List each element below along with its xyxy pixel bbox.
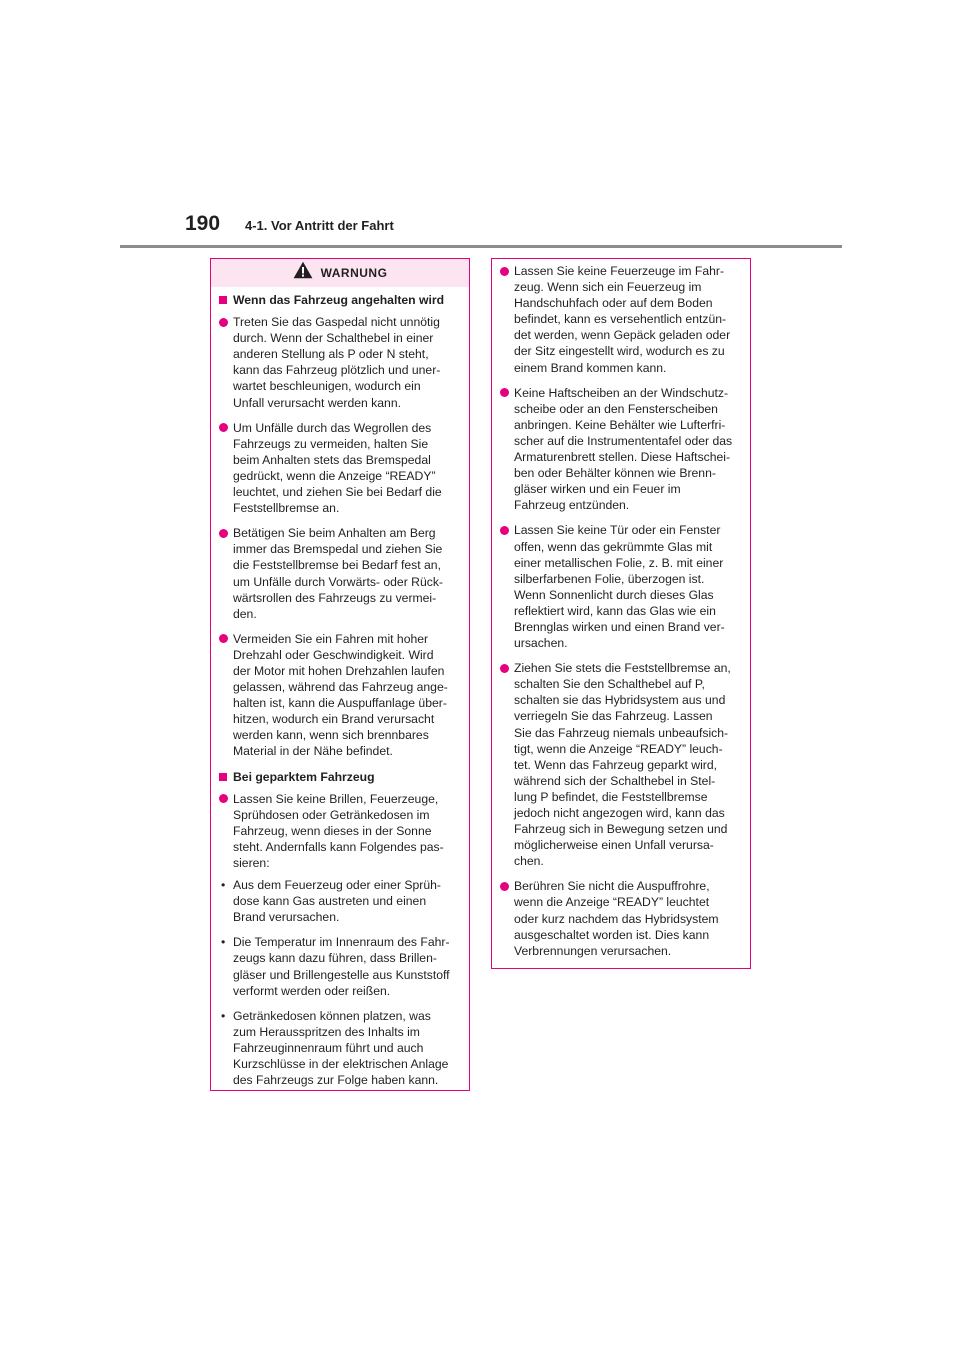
- list-item-text: Vermeiden Sie ein Fahren mit hoher Drehzahl oder Geschwindigkeit. Wird der Motor mit hohen Drehzahlen laufen gelassen, während das Fahrzeug ange- halten ist, kann die Auspuffanlage über- hitzen, wodurch ein Brand verursacht werden kann, wenn sich brennbares Material in der Nähe befindet.: [233, 631, 448, 759]
- sub-list-item-text: Aus dem Feuerzeug oder einer Sprüh- dose kann Gas austreten und einen Brand verursachen.: [233, 878, 441, 925]
- section-heading-stopped: [219, 292, 460, 308]
- sub-list-item-text: Getränkedosen können platzen, was zum Herausspritzen des Inhalts im Fahrzeuginnenraum führt und auch Kurzschlüsse in der elektrischen Anlage des Fahrzeugs zur Folge haben kann.: [233, 1008, 449, 1088]
- warning-body-left: [211, 287, 469, 1088]
- list-item-text: Treten Sie das Gaspedal nicht unnötig durch. Wenn der Schalthebel in einer anderen Stellung als P oder N steht, kann das Fahrzeug plötzlich und uner- wartet beschleunigen, wodurch ein Unfall verursacht werden kann.: [233, 315, 441, 410]
- list-item: [219, 631, 460, 760]
- square-marker-icon: [219, 296, 227, 304]
- round-bullet-icon: [219, 634, 228, 643]
- section-heading-parked: [219, 769, 460, 785]
- round-bullet-icon: [219, 318, 228, 327]
- list-item: [500, 522, 741, 651]
- sub-list-item: [219, 934, 460, 998]
- sub-list-item: [219, 1008, 460, 1088]
- warning-box-right: [491, 258, 751, 969]
- warning-body-right: [492, 259, 750, 959]
- round-bullet-icon: [500, 526, 509, 535]
- sub-bullet: •: [221, 878, 226, 893]
- header-rule: [120, 245, 842, 248]
- sub-list-item-text: Die Temperatur im Innenraum des Fahr- zeugs kann dazu führen, dass Brillen- gläser und Brillengestelle aus Kunststoff verformt werden oder reißen.: [233, 935, 450, 998]
- warning-header: [211, 259, 469, 287]
- list-item-text: Berühren Sie nicht die Auspuffrohre, wenn die Anzeige “READY” leuchtet oder kurz nachdem das Hybridsystem ausgeschaltet worden ist. Dies kann Verbrennungen verursachen.: [514, 879, 719, 958]
- section-title: 4-1. Vor Antritt der Fahrt: [245, 218, 394, 233]
- list-item-text: Lassen Sie keine Feuerzeuge im Fahr- zeug. Wenn sich ein Feuerzeug im Handschuhfach oder auf dem Boden befindet, kann es versehentlich entzün- det werden, wenn Gepäck geladen oder der Sitz eingestellt wird, wodurch es zu einem Brand kommen kann.: [514, 264, 731, 375]
- list-item-text: Keine Haftscheiben an der Windschutz- scheibe oder an den Fensterscheiben anbringen. Keine Behälter wie Lufterfri- scher auf die Instrumententafel oder das Armaturenbrett stellen. Diese Haftschei- ben oder Behälter können wie Brenn- gläser wirken und ein Feuer im Fahrzeug entzünden.: [514, 385, 733, 513]
- list-item: [219, 314, 460, 411]
- list-item: [500, 263, 741, 376]
- heading-text: Wenn das Fahrzeug angehalten wird: [233, 293, 445, 307]
- sub-list-item: [219, 877, 460, 925]
- heading-text: Bei geparktem Fahrzeug: [233, 769, 375, 784]
- round-bullet-icon: [219, 794, 228, 803]
- list-item-text: Lassen Sie keine Brillen, Feuerzeuge, Sprühdosen oder Getränkedosen im Fahrzeug, wenn dieses in der Sonne steht. Andernfalls kann Folgendes pas- sieren:: [233, 791, 444, 870]
- sub-bullet: •: [221, 935, 226, 950]
- list-item-text: Um Unfälle durch das Wegrollen des Fahrzeugs zu vermeiden, halten Sie beim Anhalten stets das Bremspedal gedrückt, wenn die Anzeige “READY” leuchtet, und ziehen Sie bei Bedarf die Feststellbremse an.: [233, 420, 442, 516]
- warning-triangle-icon: [293, 261, 313, 279]
- square-marker-icon: [219, 773, 227, 781]
- round-bullet-icon: [219, 423, 228, 432]
- warning-box-left: [210, 258, 470, 1091]
- round-bullet-icon: [219, 529, 228, 538]
- round-bullet-icon: [500, 388, 509, 397]
- list-item: [219, 791, 460, 871]
- list-item-text: Betätigen Sie beim Anhalten am Berg immer das Bremspedal und ziehen Sie die Feststellbremse bei Bedarf fest an, um Unfälle durch Vorwärts- oder Rück- wärtsrollen des Fahrzeugs zu vermei- den.: [233, 526, 443, 621]
- list-item: [219, 525, 460, 622]
- list-item-text: Lassen Sie keine Tür oder ein Fenster offen, wenn das gekrümmte Glas mit einer metallischen Folie, z. B. mit einer silberfarbenen Folie, überzogen ist. Wenn Sonnenlicht durch dieses Glas reflektiert wird, kann das Glas wie ein Brennglas wirken und einen Brand ver- ursachen.: [514, 523, 725, 651]
- list-item: [500, 878, 741, 958]
- list-item: [219, 420, 460, 517]
- page-number: 190: [185, 212, 221, 235]
- list-item: [500, 385, 741, 514]
- warning-title: WARNUNG: [320, 266, 388, 280]
- round-bullet-icon: [500, 267, 509, 276]
- list-item-text: Ziehen Sie stets die Feststellbremse an, schalten Sie den Schalthebel auf P, schalten sie das Hybridsystem aus und verriegeln Sie das Fahrzeug. Lassen Sie das Fahrzeug niemals unbeaufsich- tigt, wenn die Anzeige “READY” leuch- tet. Wenn das Fahrzeug geparkt wird, während sich der Schalthebel in Stel- lung P befindet, die Feststellbremse jedoch nicht angezogen wird, kann das Fahrzeug sich in Bewegung setzen und möglicherweise einen Unfall verursa- chen.: [514, 661, 731, 869]
- list-item: [500, 660, 741, 869]
- round-bullet-icon: [500, 882, 509, 891]
- round-bullet-icon: [500, 664, 509, 673]
- sub-bullet: •: [221, 1008, 226, 1023]
